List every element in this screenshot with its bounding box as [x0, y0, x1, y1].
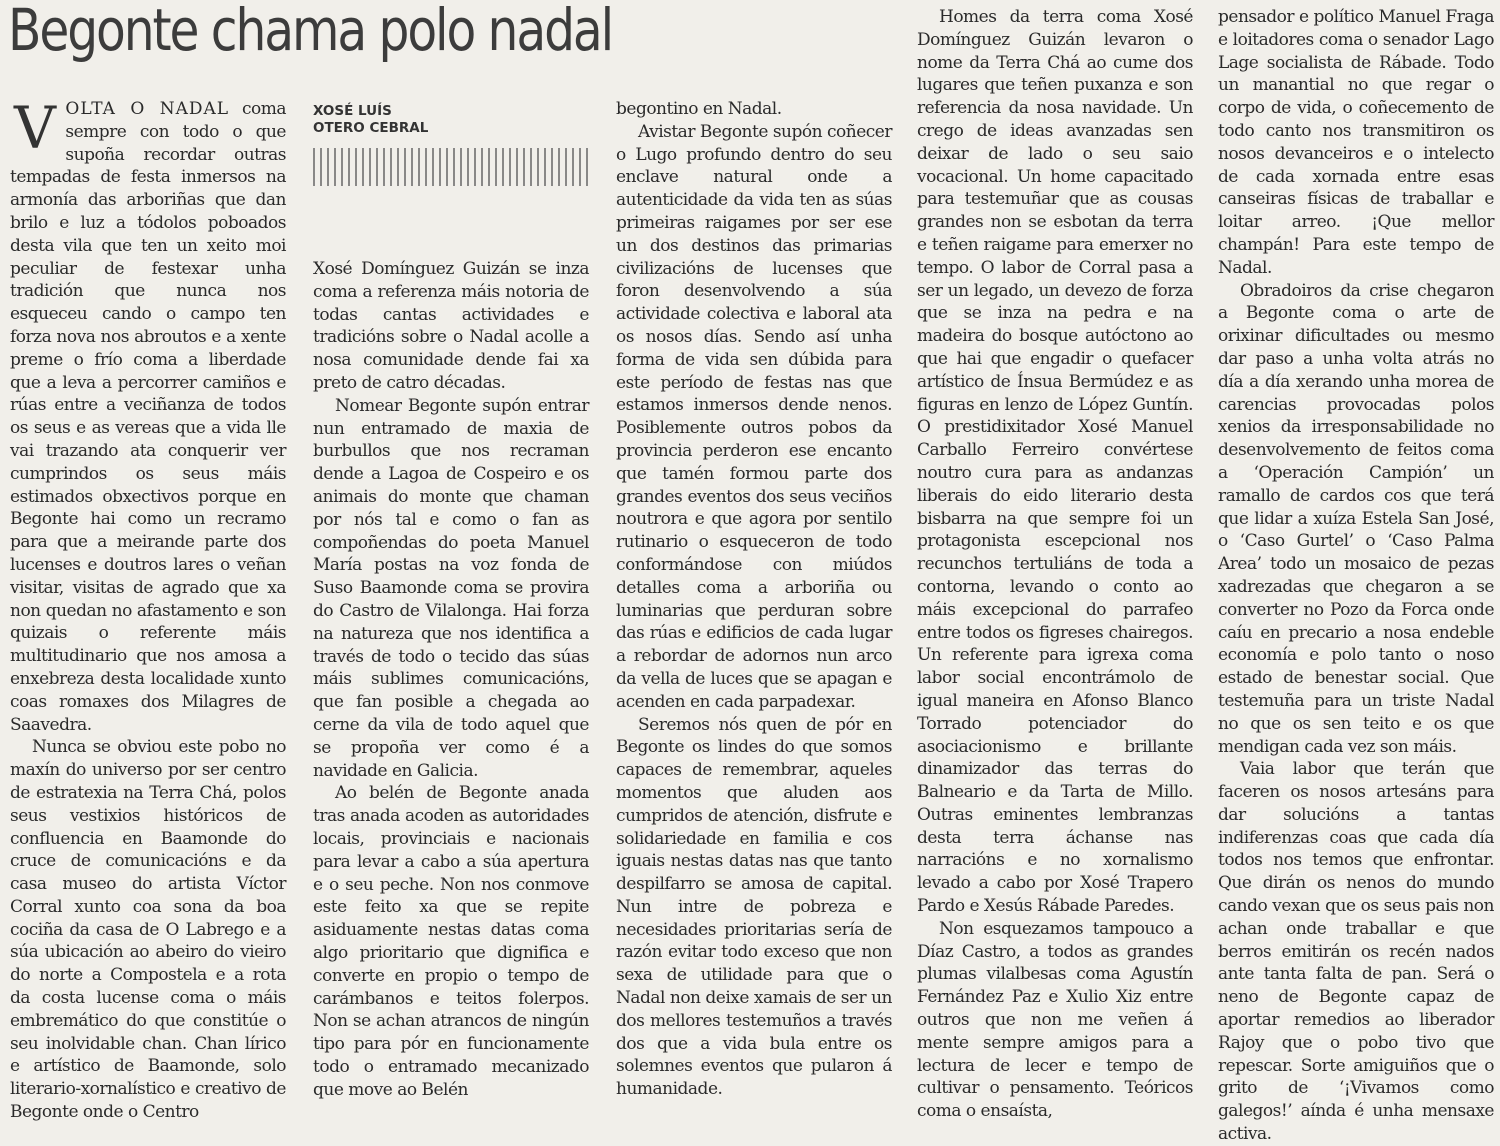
lead-caps: OLTA O NADAL [65, 99, 230, 119]
article-paragraph [10, 94, 286, 736]
article-paragraph: Xosé Domínguez Guizán se inza coma a referenza máis notoria de todas cantas actividades e tradicións sobre o Nadal acolle a nosa comunidade dende fai xa preto de catro décadas. [313, 259, 589, 393]
article-paragraph: pensador e político Manuel Fraga e loitadores coma o senador Lago Lage socialista de Rábade. Todo un manantial no que regar o corpo de vida, o coñecemento de todo canto nos transmitiron os nosos devanceiros e o intelecto de cada xornada entre esas canseiras físicas de traballar e loitar arreo. ¡Que mellor champán! Para este tempo de Nadal. [1218, 7, 1494, 278]
article-paragraph: Nunca se obviou este pobo no maxín do universo por ser centro de estratexia na Terra Chá, polos seus vestixios históricos de confluencia en Baamonde do cruce de comunicacións e da casa museo do artista Víctor Corral xunto coa sona da boa cociña da casa de O Labrego e a súa ubicación ao abeiro do vieiro do norte a Compostela e a rota da costa lucense coma o máis embremático do que constitúe o seu inolvidable chan. Chan lírico e artístico de Baamonde, solo literario-xornalístico e creativo de Begonte onde o Centro [10, 737, 286, 1123]
byline [313, 103, 428, 137]
headline: Begonte chama polo nadal [8, 0, 613, 64]
article-column-4 [917, 6, 1193, 1123]
article-column-1 [10, 94, 286, 1124]
article-paragraph: begontino en Nadal. [616, 99, 782, 119]
article-column-5 [1218, 6, 1494, 1146]
paragraph-text: coma sempre con todo o que supoña recordar outras tempadas de festa inmersos na armonía das arboriñas que dan brilo e luz a tódolos poboados desta vila que ten un xeito moi peculiar de festexar unha tradición que nunca nos esqueceu cando o campo ten forza nova nos abroutos e a xente preme o frío coma a liberdade que a leva a percorrer camiños e rúas entre a veciñanza de todos os seus e as vereas que a vida lle vai trazando ata conquerir ver cumprindos os seus máis estimados obxectivos porque en Begonte hai como un recramo para que a meirande parte dos lucenses e doutros lares o veñan visitar, visitas de agrado que xa non quedan no afastamento e son quizais o referente máis multitudinario que nos amosa a enxebreza desta localidade xunto coas romaxes dos Milagres de Saavedra. [10, 99, 286, 735]
byline-last-name: OTERO CEBRAL [313, 120, 429, 136]
article-paragraph: Nomear Begonte supón entrar nun entramado de maxia de burbullos que nos recraman dende a Lagoa de Cospeiro e os animais do monte que chaman por nós tal e como o fan as compoñendas do poeta Manuel María postas na voz fonda de Suso Baamonde coma se provira do Castro de Vilalonga. Hai forza na natureza que nos identifica a través de todo o tecido das súas máis sublimes comunicacións, que fan posible a chegada ao cerne da vila de todo aquel que se propoña ver como é a navidade en Galicia. [313, 395, 589, 781]
article-paragraph: Ao belén de Begonte anada tras anada acoden as autoridades locais, provinciais e nacionais para levar a cabo a súa apertura e o seu peche. Non nos conmove este feito xa que se repite asiduamente nestas datas coma algo prioritario que dignifica e converte en propio o tempo de carámbanos e teitos folerpos. Non se achan atrancos de ningún tipo para pór en funcionamente todo o entramado mecanizado que move ao Belén [313, 783, 589, 1100]
drop-cap: V [14, 94, 56, 162]
article-paragraph: Vaia labor que terán que faceren os nosos artesáns para dar solucións a tantas indiferenzas coas que cada día todos nos temos que enfrontar. Que dirán os nenos do mundo cando vexan que os seus pais non achan onde traballar e que berros emitirán os recén nados ante tanta falta de pan. Será o neno de Begonte capaz de aportar remedios ao liberador Rajoy que o pobo tivo que repescar. Sorte amiguiños que o grito de ‘¡Vivamos como galegos!’ aínda é unha mensaxe activa. [1218, 759, 1494, 1145]
article-paragraph: Seremos nós quen de pór en Begonte os lindes do que somos capaces de remembrar, aqueles momentos que aluden aos cumpridos de atención, disfrute e solidariedade en familia e cos iguais nestas datas nas que tanto despilfarro se amosa de capital. Nun intre de pobreza e necesidades prioritarias sería de razón evitar todo exceso que non sexa de utilidade para que o Nadal non deixe xamais de ser un dos mellores testemuños a través dos que a vida bula entre os solemnes eventos que pularon á humanidade. [616, 714, 892, 1100]
article-paragraph: Avistar Begonte supón coñecer o Lugo profundo dentro do seu enclave natural onde a autenticidade da vida ten as súas primeiras raigames por ser ese un dos destinos das primarias civilizacións de lucenses que foron desenvolvendo a súa actividade colectiva e laboral ata os nosos días. Sendo así unha forma de vida sen dúbida para este período de festas nas que estamos inmersos dende nenos. Posiblemente outros pobos da provincia perderon ese encanto que tamén formou parte dos grandes eventos dos seus veciños noutrora e que agora por sentilo rutinario o esqueceron de todo conformándose con miúdos detalles coma a arboriña ou luminarias que perduran sobre das rúas e edificios de cada lugar a rebordar de adornos nun arco da vella de luces que se apagan e acenden en cada parpadexar. [616, 121, 892, 712]
byline-first-name: XOSÉ LUÍS [313, 103, 392, 119]
article-paragraph: Non esquezamos tampouco a Díaz Castro, a todos as grandes plumas vilalbesas coma Agustín Fernández Paz e Xulio Xiz entre outros que non me veñen á mente sempre amigos para a lectura de lecer e tempo de cultivar o pensamento. Teóricos coma o ensaísta, [917, 918, 1193, 1122]
byline-rule-decoration [313, 148, 588, 186]
article-paragraph: Homes da terra coma Xosé Domínguez Guizán levaron o nome da Terra Chá ao cume dos lugares que teñen puxanza e son referencia da nosa navidade. Un crego de ideas avanzadas sen deixar de lado o seu saio vocacional. Un home capacitado para testemuñar que as cousas grandes non se esbotan da terra e teñen raigame para emerxer no tempo. O labor de Corral pasa a ser un legado, un devezo de forza que se inza na pedra e na madeira do bosque autóctono ao que hai que engadir o quefacer artístico de Ínsua Bermúdez e as figuras en lenzo de López Guntín. O prestidixitador Xosé Manuel Carballo Ferreiro convértese noutro cura para as andanzas liberais do eido literario desta bisbarra na que sempre foi un protagonista escepcional nos recunchos tertuliáns de toda a contorna, levando o conto ao máis excepcional do parrafeo entre todos os figreses chairegos. Un referente para igrexa coma labor social encontrámolo de igual maneira en Afonso Blanco Torrado potenciador do asociacionismo e brillante dinamizador das terras do Balneario e da Tarta de Millo. Outras eminentes lembranzas desta terra áchanse nas narracións e no xornalismo levado a cabo por Xosé Trapero Pardo e Xesús Rábade Paredes. [917, 7, 1193, 917]
article-column-2 [313, 258, 589, 1101]
article-paragraph: Obradoiros da crise chegaron a Begonte coma o arte de orixinar dificultades ou mesmo dar paso a unha volta atrás no día a día xerando unha morea de carencias provocadas polos xenios da irresponsabilidade no desenvolvemento de feitos coma a ‘Operación Campión’ un ramallo de cardos cos que terá que lidar a xuíza Estela San José, o ‘Caso Gurtel’ o ‘Caso Palma Area’ todo un mosaico de pezas xadrezadas que chegaron a se converter no Pozo da Forca onde caíu en precario a nosa endeble economía e polo tanto o noso estado de benestar social. Que testemuña para un triste Nadal no que os sen teito e os que mendigan cada vez son máis. [1218, 280, 1494, 757]
article-column-3 [616, 98, 892, 1101]
